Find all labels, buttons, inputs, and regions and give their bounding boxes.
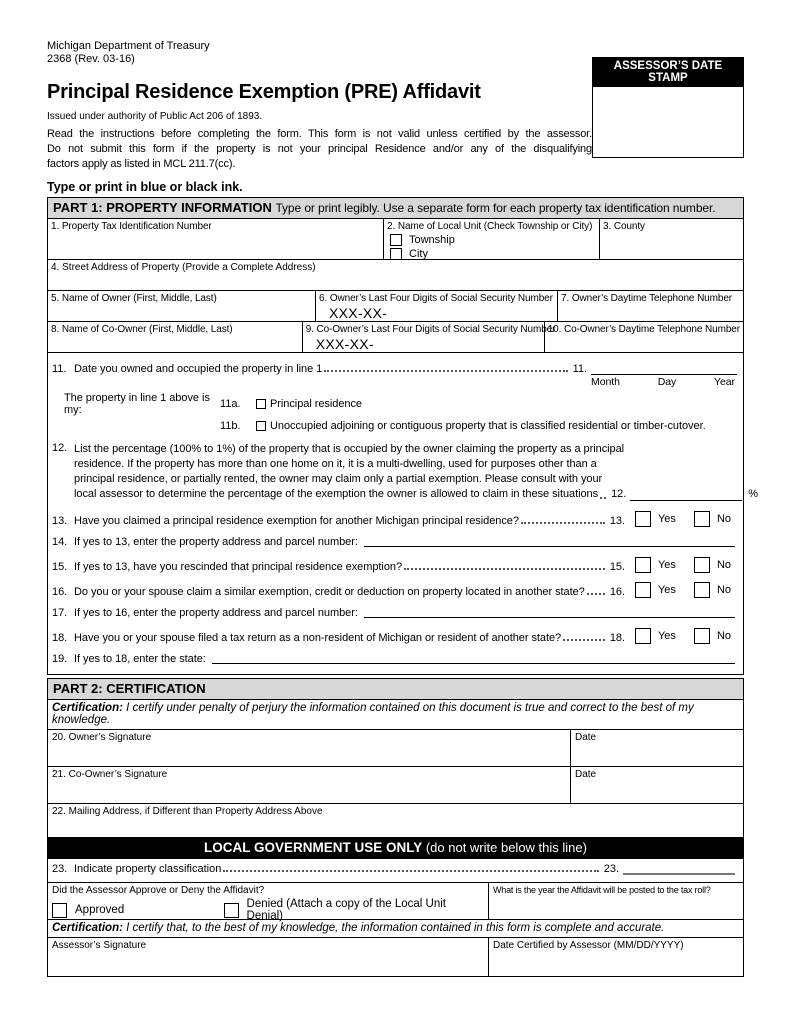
item-11b-label: Unoccupied adjoining or contiguous property that is classified residential or timber-cutover. [270,420,706,432]
item-11-intro: The property in line 1 above is my: [64,392,210,416]
item-13-yes-checkbox[interactable] [635,511,651,527]
yes-label: Yes [658,630,676,642]
field-coowner-ssn-label: 9. Co-Owner’s Last Four Digits of Social Security Number [305,324,556,335]
item-19-text: If yes to 18, enter the state: [74,653,206,665]
coowner-signature-date-field[interactable] [571,767,743,803]
item-12-ref: 12. [611,488,627,500]
part1-note: Type or print legibly. Use a separate form for each property tax identification number. [275,201,716,215]
item-14-text: If yes to 13, enter the property address and parcel number: [74,536,358,548]
local-gov-body [47,859,744,977]
item-12-line4: local assessor to determine the percentage of the exemption the owner is allowed to claim in these situations [74,488,599,500]
item-11-number: 11. [52,363,67,375]
field-property-tax-id-label: 1. Property Tax Identification Number [51,221,212,232]
part1-body [47,219,758,675]
no-label: No [717,630,731,642]
township-label: Township [409,234,455,246]
item-17-address-input[interactable] [364,617,735,618]
yes-label: Yes [658,584,676,596]
owner-signature-field[interactable] [48,730,571,766]
assessor-date-stamp-area[interactable] [593,87,743,165]
assessor-date-stamp-box [592,57,744,158]
item-23-text: Indicate property classification [74,863,222,875]
item-11b-number: 11b. [220,420,241,432]
item-16 [52,582,737,598]
item-18-ref: 18. [609,632,625,644]
city-checkbox[interactable] [390,248,402,260]
denied-checkbox[interactable] [224,903,239,918]
form-number: 2368 (Rev. 03-16) [47,53,135,65]
field-coowner-ssn[interactable] [303,322,556,352]
dotted-leader [324,370,567,372]
field-property-tax-id[interactable] [48,219,384,259]
item-15-yes-checkbox[interactable] [635,557,651,573]
item-16-yes-checkbox[interactable] [635,582,651,598]
date-certified-label: Date Certified by Assessor (MM/DD/YYYY) [493,940,684,951]
denied-label: Denied (Attach a copy of the Local Unit Denial) [246,898,446,922]
field-owner-name[interactable] [48,291,316,321]
item-15 [52,557,737,573]
principal-residence-checkbox[interactable] [256,399,266,409]
item-12-number: 12. [52,442,68,454]
field-coowner-phone-label: 10. Co-Owner’s Daytime Telephone Number [547,324,740,335]
page-title: Principal Residence Exemption (PRE) Affidavit [47,81,481,103]
approved-label: Approved [75,904,125,916]
no-label: No [717,559,731,571]
item-23-ref: 23. [603,863,619,875]
field-local-unit [384,219,600,259]
dotted-leader [587,593,605,595]
item-14 [52,536,737,548]
date-label: Date [575,732,597,743]
field-owner-phone-label: 7. Owner’s Daytime Telephone Number [561,293,733,304]
assessor-certification [48,919,743,937]
field-coowner-name-label: 8. Name of Co-Owner (First, Middle, Last) [51,324,233,335]
item-18-yes-checkbox[interactable] [635,628,651,644]
approved-checkbox[interactable] [52,903,67,918]
instructions-line: factors apply as listed in MCL 211.7(cc). [47,158,236,170]
date-labels [591,376,737,388]
field-street-address[interactable] [48,260,743,291]
mailing-address-label: 22. Mailing Address, if Different than Property Address Above [52,806,323,817]
assessor-signature-label: Assessor’s Signature [52,940,147,951]
dotted-leader [521,522,605,524]
coowner-signature-field[interactable] [48,767,571,803]
item-16-ref: 16. [609,586,625,598]
item-14-address-input[interactable] [364,546,735,547]
item-13 [52,511,737,527]
item-12-line1: List the percentage (100% to 1%) of the property that is occupied by the owner claiming the property as a principal [74,443,625,455]
field-coowner-name[interactable] [48,322,303,352]
mailing-address-field[interactable] [48,804,743,837]
part1-title: PART 1: PROPERTY INFORMATION [53,200,272,215]
assessor-signature-field[interactable] [48,938,489,976]
coowner-ssn-mask: XXX-XX- [315,336,374,352]
item-23-number: 23. [52,863,68,875]
certification-label: Certification: [52,702,123,714]
classification-input[interactable] [623,873,735,875]
instructions-paragraph [47,127,592,172]
item-13-number: 13. [52,515,68,527]
approve-deny-cell [48,883,489,922]
item-15-ref: 15. [609,561,625,573]
item-11-text: Date you owned and occupied the property in line 1 [74,363,323,375]
item-19 [52,653,737,665]
item-14-number: 14. [52,536,68,548]
percent-sign: % [748,488,758,500]
certification-text: I certify that, to the best of my knowledge, the information contained in this form is complete and accurate. [126,922,665,934]
assessor-date-stamp-label: ASSESSOR’S DATE STAMP [593,58,743,87]
item-11a-label: Principal residence [270,398,362,410]
item-18-text: Have you or your spouse filed a tax return as a non-resident of Michigan or resident of another state? [74,632,562,644]
day-label: Day [657,376,677,388]
part2-header [47,678,744,700]
part2-certification [48,700,743,730]
part2-body [47,700,744,838]
part2-title: PART 2: CERTIFICATION [53,681,206,696]
month-label: Month [591,376,620,388]
dotted-leader [223,870,598,872]
tax-roll-year-label: What is the year the Affidavit will be posted to the tax roll? [493,885,711,895]
field-county[interactable] [600,219,743,259]
item-15-no-checkbox[interactable] [694,557,710,573]
item-19-state-input[interactable] [212,663,735,664]
item-11a [52,392,737,416]
item-17-number: 17. [52,607,68,619]
item-17 [52,607,737,619]
item-11a-number: 11a. [220,398,241,410]
local-gov-bar-title: LOCAL GOVERNMENT USE ONLY [204,840,423,855]
item-11-ref: 11. [572,363,587,375]
local-gov-bar-note: (do not write below this line) [425,840,587,855]
field-county-label: 3. County [603,221,645,232]
item-18-no-checkbox[interactable] [694,628,710,644]
item-12 [52,442,758,502]
item-11b [52,420,737,432]
item-13-ref: 13. [609,515,625,527]
owner-ssn-mask: XXX-XX- [329,305,388,321]
city-label: City [409,248,428,260]
yes-label: Yes [658,559,676,571]
item-18-number: 18. [52,632,68,644]
dotted-leader [563,639,605,641]
item-18 [52,628,737,644]
item-12-line2: residence. If the property has more than one home on it, it is a multi-dwelling, used for purposes other than a [74,458,597,470]
item-15-text: If yes to 13, have you rescinded that principal residence exemption? [74,561,403,573]
instructions-line: Do not submit this form if the property is not your principal Residence and/or any of the disqualifying [47,143,592,155]
coowner-signature-label: 21. Co-Owner’s Signature [52,769,168,780]
item-16-number: 16. [52,586,68,598]
item-23 [52,863,737,875]
local-gov-bar [47,838,744,859]
item-16-no-checkbox[interactable] [694,582,710,598]
no-label: No [717,513,731,525]
field-owner-ssn[interactable] [316,291,558,321]
item-11 [52,363,737,388]
date-certified-field[interactable] [489,938,743,976]
tax-roll-year-field[interactable] [489,883,743,919]
field-owner-ssn-label: 6. Owner’s Last Four Digits of Social Security Number [319,293,553,304]
yes-label: Yes [658,513,676,525]
dotted-leader [600,497,606,499]
item-13-no-checkbox[interactable] [694,511,710,527]
item-15-number: 15. [52,561,68,573]
approve-deny-question: Did the Assessor Approve or Deny the Affidavit? [52,885,265,896]
field-coowner-phone[interactable] [545,322,743,352]
field-street-address-label: 4. Street Address of Property (Provide a Complete Address) [51,262,316,273]
item-16-text: Do you or your spouse claim a similar exemption, credit or deduction on property located in another state? [74,586,585,598]
instructions-line: Read the instructions before completing the form. This form is not valid unless certified by the assessor. [47,128,592,140]
certification-text: I certify under penalty of perjury the information contained on this document is true and correct to the best of my knowledge. [52,702,694,726]
dotted-leader [404,568,605,570]
field-owner-phone[interactable] [558,291,743,321]
authority-note: Issued under authority of Public Act 206 of 1893. [47,111,263,122]
item-12-line3: principal residence, or partially rented, the owner may claim only a partial exemption. Please consult with your [74,473,603,485]
township-checkbox[interactable] [390,234,402,246]
certification-label: Certification: [52,922,123,934]
owner-signature-label: 20. Owner’s Signature [52,732,152,743]
date-label: Date [575,769,597,780]
field-local-unit-label: 2. Name of Local Unit (Check Township or City) [387,221,593,232]
percentage-input[interactable] [630,500,742,501]
agency-name: Michigan Department of Treasury [47,40,210,52]
item-13-text: Have you claimed a principal residence exemption for another Michigan principal residence? [74,515,519,527]
date-owned-input[interactable] [591,374,737,375]
ink-note: Type or print in blue or black ink. [47,180,243,194]
item-19-number: 19. [52,653,68,665]
owner-signature-date-field[interactable] [571,730,743,766]
unoccupied-adjoining-checkbox[interactable] [256,421,266,431]
part1-header [47,197,744,219]
no-label: No [717,584,731,596]
year-label: Year [713,376,735,388]
field-owner-name-label: 5. Name of Owner (First, Middle, Last) [51,293,217,304]
item-17-text: If yes to 16, enter the property address and parcel number: [74,607,358,619]
